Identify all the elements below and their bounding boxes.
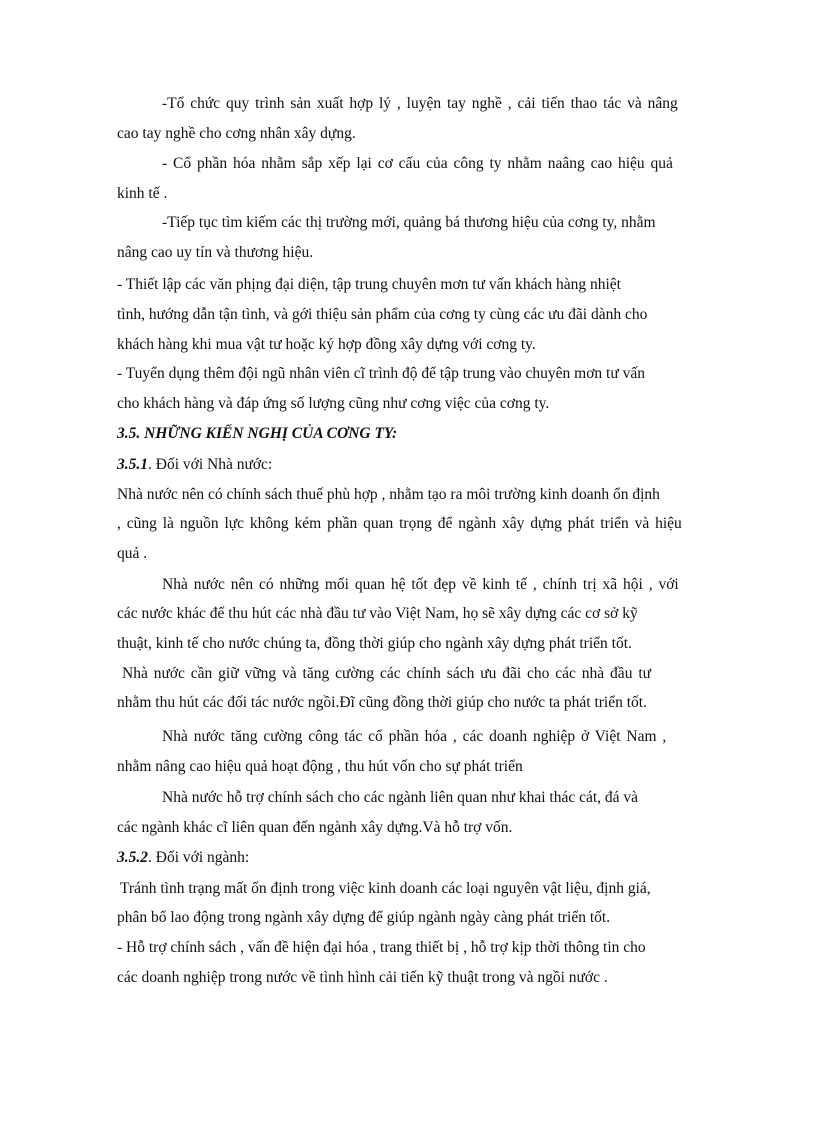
bullet-line: - Cổ phần hóa nhằm sắp xếp lại cơ cấu của công ty nhằm naâng cao hiệu quả	[162, 155, 673, 172]
paragraph-line: Nhà nước nên có chính sách thuế phù hợp , nhằm tạo ra môi trường kinh doanh ổn định	[117, 486, 660, 503]
paragraph-line: thuật, kinh tế cho nước chúng ta, đồng thời giúp cho ngành xây dựng phát triển tốt.	[117, 635, 632, 652]
paragraph-line: - Hỗ trợ chính sách , vấn đề hiện đại hóa , trang thiết bị , hỗ trợ kịp thời thông tin cho	[117, 939, 646, 956]
paragraph-line: quả .	[117, 545, 148, 562]
bullet-line: cho khách hàng và đáp ứng số lượng cũng như cơng việc của cơng ty.	[117, 395, 550, 412]
subsection-number: 3.5.1	[117, 456, 148, 473]
bullet-line: tình, hướng dẫn tận tình, và gới thiệu sản phẩm của cơng ty cùng các ưu đãi dành cho	[117, 306, 648, 323]
paragraph-line: các ngành khác cĩ liên quan đến ngành xây dựng.Và hỗ trợ vốn.	[117, 819, 513, 836]
bullet-line: khách hàng khi mua vật tư hoặc ký hợp đồng xây dựng với cơng ty.	[117, 336, 536, 353]
bullet-line: nâng cao uy tín và thương hiệu.	[117, 244, 314, 261]
paragraph-line: , cũng là nguồn lực không kém phần quan trọng để ngành xây dựng phát triển và hiệu	[117, 515, 682, 532]
paragraph-line: Nhà nước tăng cường công tác cổ phần hóa , các doanh nghiệp ở Việt Nam ,	[162, 728, 667, 745]
paragraph-line: Nhà nước hỗ trợ chính sách cho các ngành liên quan như khai thác cát, đá và	[162, 789, 639, 806]
paragraph-line: các doanh nghiệp trong nước về tình hình cải tiến kỹ thuật trong và ngồi nước .	[117, 969, 608, 986]
paragraph-line: các nước khác để thu hút các nhà đầu tư vào Việt Nam, họ sẽ xây dựng các cơ sở kỹ	[117, 605, 638, 622]
subsection-heading	[117, 455, 272, 475]
section-heading: 3.5. NHỮNG KIẾN NGHỊ CỦA CƠNG TY:	[117, 425, 398, 442]
bullet-line: kinh tế .	[117, 185, 168, 202]
bullet-line: - Thiết lập các văn phịng đại diện, tập trung chuyên mơn tư vấn khách hàng nhiệt	[117, 276, 621, 293]
bullet-line: -Tiếp tục tìm kiếm các thị trường mới, quảng bá thương hiệu của cơng ty, nhằm	[162, 214, 656, 231]
paragraph-line: Nhà nước nên có những mối quan hệ tốt đẹp về kinh tế , chính trị xã hội , với	[162, 576, 679, 593]
subsection-number: 3.5.2	[117, 849, 148, 866]
paragraph-line: Tránh tình trạng mất ổn định trong việc kinh doanh các loại nguyên vật liệu, định giá,	[120, 880, 651, 897]
paragraph-line: Nhà nước cần giữ vững và tăng cường các chính sách ưu đãi cho các nhà đầu tư	[122, 665, 652, 682]
subsection-heading	[117, 848, 249, 868]
paragraph-line: nhằm thu hút các đối tác nước ngồi.Đĩ cũng đồng thời giúp cho nước ta phát triển tốt.	[117, 694, 647, 711]
subsection-title: . Đối với Nhà nước:	[148, 456, 273, 473]
bullet-line: cao tay nghề cho cơng nhân xây dựng.	[117, 125, 356, 142]
bullet-line: -Tổ chức quy trình sản xuất hợp lý , luyện tay nghề , cải tiến thao tác và nâng	[162, 95, 678, 112]
subsection-title: . Đối với ngành:	[148, 849, 250, 866]
bullet-line: - Tuyển dụng thêm đội ngũ nhân viên cĩ trình độ để tập trung vào chuyên mơn tư vấn	[117, 365, 646, 382]
paragraph-line: phân bổ lao động trong ngành xây dựng để giúp ngành ngày càng phát triển tốt.	[117, 909, 611, 926]
paragraph-line: nhằm nâng cao hiệu quả hoạt động , thu hút vốn cho sự phát triển	[117, 758, 523, 775]
